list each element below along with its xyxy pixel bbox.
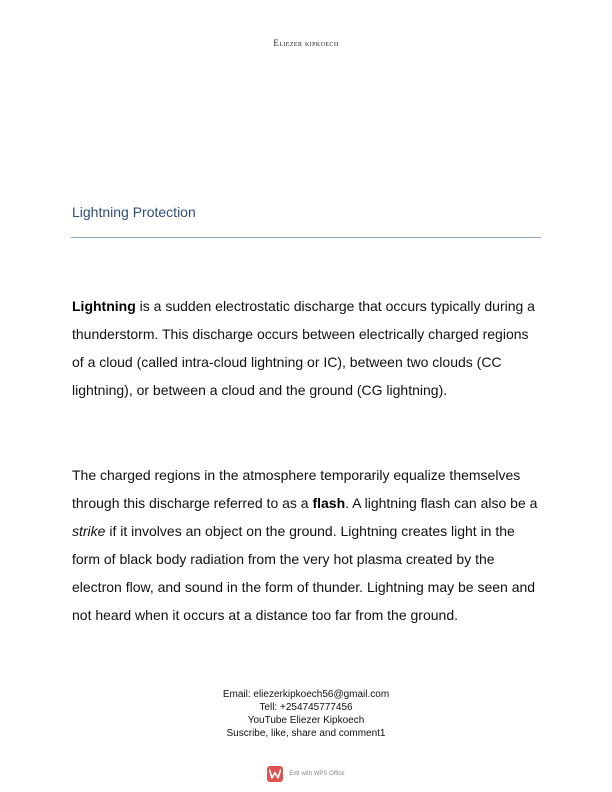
footer-youtube: YouTube Eliezer Kipkoech bbox=[247, 715, 365, 726]
document-title: Lightning Protection bbox=[72, 204, 196, 220]
wps-edit-label: Edit with WPS Office bbox=[289, 771, 345, 777]
paragraph-1-text: is a sudden electrostatic discharge that occurs typically during a thunderstorm. This discharge occurs between electrically charged regions of a cloud (called intra-cloud lightning or IC), between two clouds (CC lightning), or between a cloud and the ground (CG lightning). bbox=[72, 298, 535, 398]
paragraph-2-text-before: The charged regions in the atmosphere temporarily equalize themselves through this discharge referred to as a bbox=[72, 467, 521, 511]
term-strike: strike bbox=[72, 523, 106, 539]
footer-cta: Suscribe, like, share and comment1 bbox=[226, 728, 386, 739]
footer-phone: Tell: +254745777456 bbox=[259, 702, 353, 713]
paragraph-lightning-definition bbox=[72, 292, 542, 404]
paragraph-lightning-flash bbox=[72, 461, 542, 629]
title-divider bbox=[71, 237, 541, 238]
paragraph-2-text-middle: . A lightning flash can also be a bbox=[345, 495, 538, 511]
wps-edit-badge[interactable] bbox=[0, 766, 612, 782]
term-lightning: Lightning bbox=[72, 298, 136, 314]
term-flash: flash bbox=[312, 495, 346, 511]
footer-email: Email: eliezerkipkoech56@gmail.com bbox=[222, 689, 390, 700]
wps-office-icon bbox=[267, 766, 283, 782]
paragraph-2-text-after: if it involves an object on the ground. Lightning creates light in the form of black body radiation from the very hot plasma created by the electron flow, and sound in the form of thunder. Lightning may be seen and not heard when it occurs at a distance too far from the ground. bbox=[72, 523, 536, 623]
page-header-author: Eliezer kipkoech bbox=[273, 38, 339, 48]
page-footer bbox=[0, 688, 612, 740]
